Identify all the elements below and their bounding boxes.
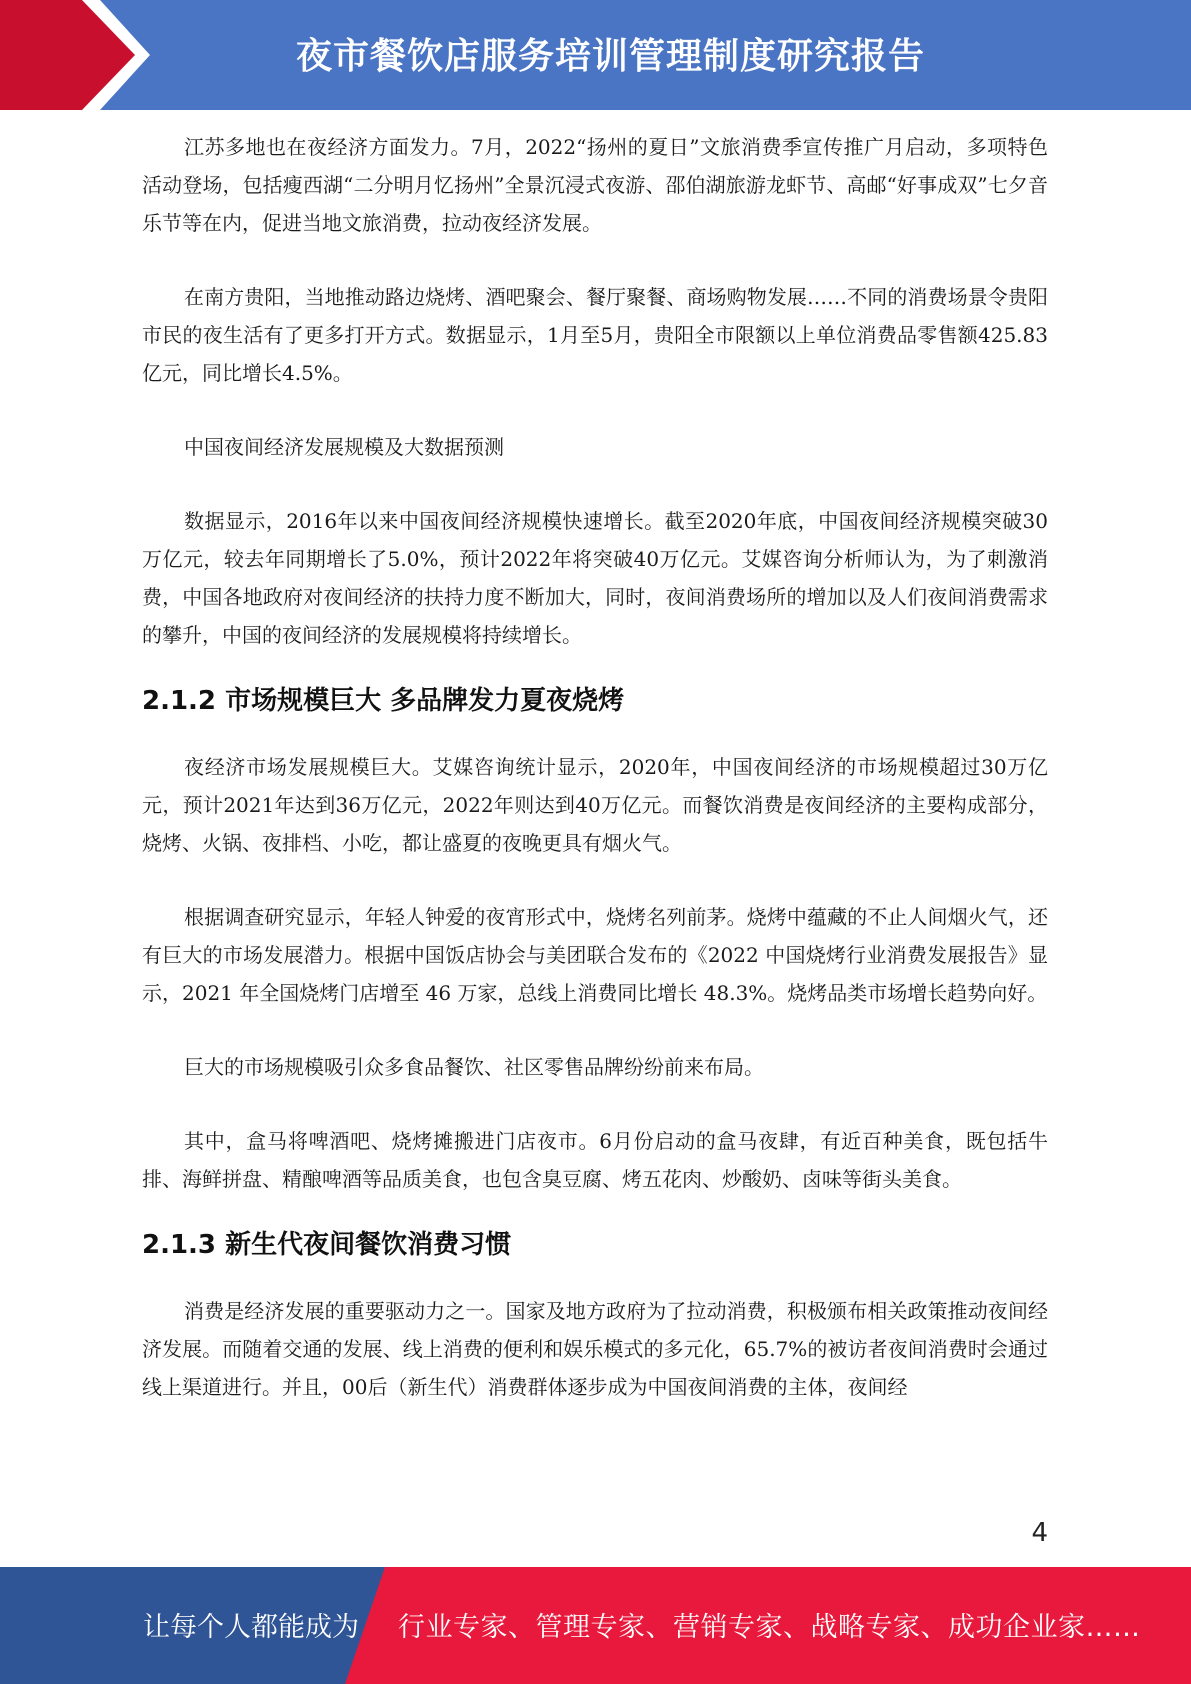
paragraph-data-growth: 数据显示，2016年以来中国夜间经济规模快速增长。截至2020年底，中国夜间经济规模突破30万亿元，较去年同期增长了5.0%，预计2022年将突破40万亿元。艾媒咨询分析师认为，为了刺激消费，中国各地政府对夜间经济的扶持力度不断加大，同时，夜间消费场所的增加以及人们夜间消费需求的攀升，中国的夜间经济的发展规模将持续增长。 xyxy=(142,509,1048,647)
paragraph-market-scale: 夜经济市场发展规模巨大。艾媒咨询统计显示，2020年，中国夜间经济的市场规模超过30万亿元，预计2021年达到36万亿元，2022年则达到40万亿元。而餐饮消费是夜间经济的主要构成部分，烧烤、火锅、夜排档、小吃，都让盛夏的夜晚更具有烟火气。 xyxy=(142,755,1048,855)
footer-slogan-left: 让每个人都能成为 xyxy=(143,1612,359,1643)
page-footer xyxy=(0,1567,1191,1684)
paragraph-hema: 其中，盒马将啤酒吧、烧烤摊搬进门店夜市。6月份启动的盒马夜肆，有近百种美食，既包括牛排、海鲜拼盘、精酿啤酒等品质美食，也包含臭豆腐、烤五花肉、炒酸奶、卤味等街头美食。 xyxy=(142,1129,1048,1191)
paragraph-subtitle: 中国夜间经济发展规模及大数据预测 xyxy=(184,435,504,459)
paragraph-brands: 巨大的市场规模吸引众多食品餐饮、社区零售品牌纷纷前来布局。 xyxy=(184,1055,764,1079)
section-heading-2-1-2: 2.1.2 市场规模巨大 多品牌发力夏夜烧烤 xyxy=(142,686,625,716)
page-header xyxy=(0,0,1191,110)
paragraph-guiyang: 在南方贵阳，当地推动路边烧烤、酒吧聚会、餐厅聚餐、商场购物发展……不同的消费场景令贵阳市民的夜生活有了更多打开方式。数据显示，1月至5月，贵阳全市限额以上单位消费品零售额425.83亿元，同比增长4.5%。 xyxy=(142,285,1048,385)
footer-slogan-right: 行业专家、管理专家、营销专家、战略专家、成功企业家…… xyxy=(398,1612,1141,1643)
section-heading-2-1-3: 2.1.3 新生代夜间餐饮消费习惯 xyxy=(142,1230,512,1260)
paragraph-consumption: 消费是经济发展的重要驱动力之一。国家及地方政府为了拉动消费，积极颁布相关政策推动夜间经济发展。而随着交通的发展、线上消费的便利和娱乐模式的多元化，65.7%的被访者夜间消费时会通过线上渠道进行。并且，00后（新生代）消费群体逐步成为中国夜间消费的主体，夜间经 xyxy=(142,1299,1048,1399)
page-number: 4 xyxy=(1031,1518,1048,1548)
document-title: 夜市餐饮店服务培训管理制度研究报告 xyxy=(295,36,925,77)
paragraph-jiangsu: 江苏多地也在夜经济方面发力。7月，2022“扬州的夏日”文旅消费季宣传推广月启动，多项特色活动登场，包括瘦西湖“二分明月忆扬州”全景沉浸式夜游、邵伯湖旅游龙虾节、高邮“好事成双”七夕音乐节等在内，促进当地文旅消费，拉动夜经济发展。 xyxy=(142,135,1048,235)
paragraph-bbq-survey: 根据调查研究显示，年轻人钟爱的夜宵形式中，烧烤名列前茅。烧烤中蕴藏的不止人间烟火气，还有巨大的市场发展潜力。根据中国饭店协会与美团联合发布的《2022 中国烧烤行业消费发展报告》显示，2021 年全国烧烤门店增至 46 万家，总线上消费同比增长 48.3%。烧烤品类市场增长趋势向好。 xyxy=(142,905,1048,1005)
page-content xyxy=(142,128,1048,1406)
